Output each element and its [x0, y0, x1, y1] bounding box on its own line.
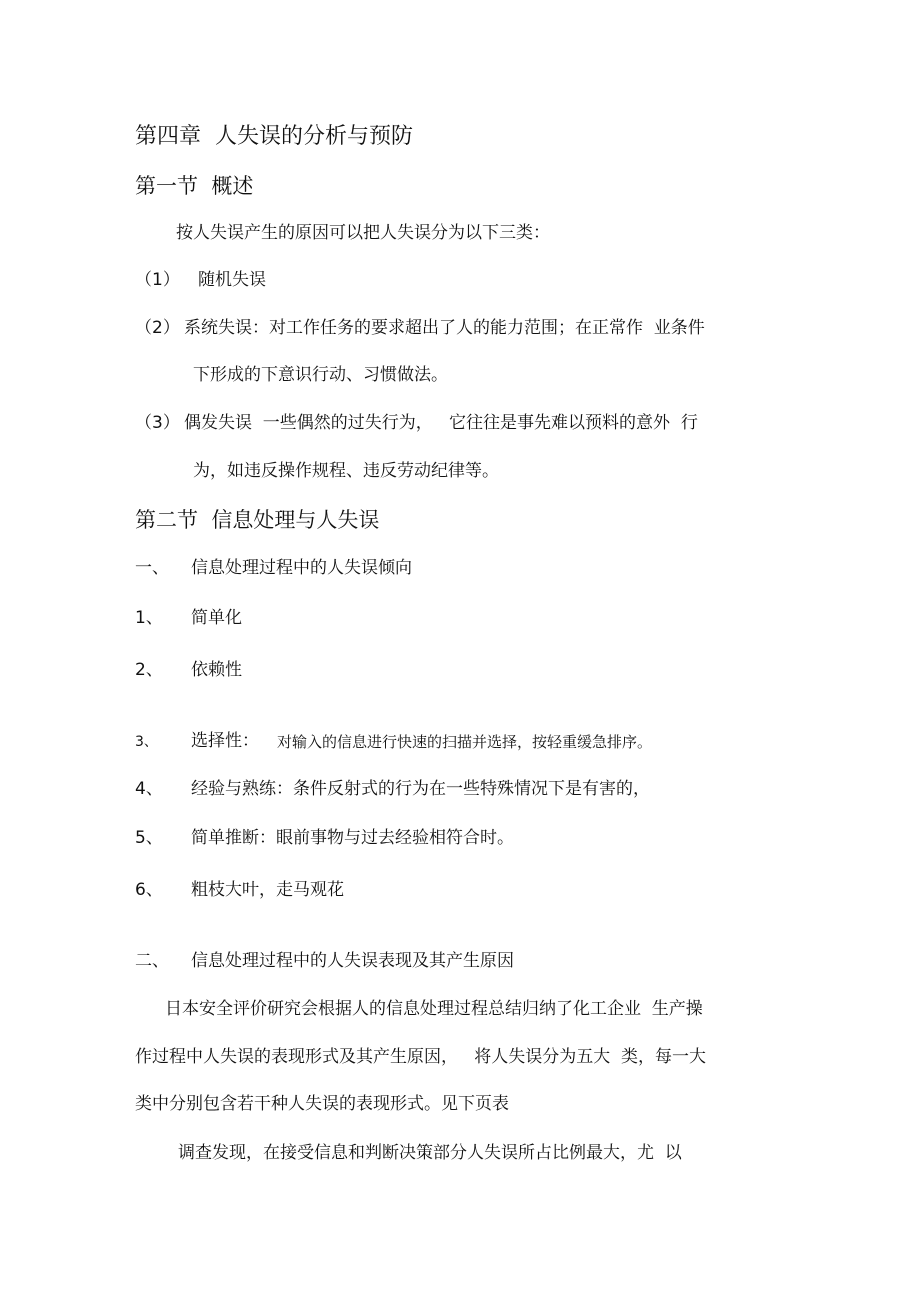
subsection-title: 信息处理过程中的人失误表现及其产生原因 [191, 951, 514, 971]
list-item-text: 粗枝大叶，走马观花 [191, 880, 344, 900]
list-item-continuation: 为，如违反操作规程、违反劳动纪律等。 [193, 461, 499, 481]
list-item-text: 依赖性 [191, 660, 242, 680]
section-1-title: 第一节 概述 [135, 174, 254, 198]
paragraph-line: 日本安全评价研究会根据人的信息处理过程总结归纳了化工企业 生产操 [165, 999, 703, 1019]
paragraph-line: 调查发现，在接受信息和判断决策部分人失误所占比例最大，尤 以 [178, 1143, 682, 1163]
subsection-number: 一、 [135, 558, 169, 578]
paragraph-line: 类中分别包含若干种人失误的表现形式。见下页表 [135, 1094, 509, 1114]
list-item-label: 选择性： [191, 731, 259, 751]
list-item-number: （3） [135, 413, 180, 433]
list-item-text: 系统失误：对工作任务的要求超出了人的能力范围；在正常作 业条件 [184, 318, 705, 338]
list-item-number: 3、 [135, 734, 158, 750]
list-item-number: 5、 [135, 828, 163, 848]
section-1-intro: 按人失误产生的原因可以把人失误分为以下三类： [176, 223, 550, 243]
list-item-text: 偶发失误 一些偶然的过失行为， 它往往是事先难以预料的意外 行 [184, 413, 698, 433]
section-2-title: 第二节 信息处理与人失误 [135, 508, 380, 532]
list-item-continuation: 下形成的下意识行动、习惯做法。 [193, 365, 448, 385]
list-item-number: 1、 [135, 608, 163, 628]
list-item-text: 经验与熟练：条件反射式的行为在一些特殊情况下是有害的， [191, 779, 650, 799]
paragraph-line: 作过程中人失误的表现形式及其产生原因， 将人失误分为五大 类，每一大 [135, 1047, 707, 1067]
list-item-number: （1） [135, 270, 180, 290]
subsection-number: 二、 [135, 951, 169, 971]
chapter-title: 第四章 人失误的分析与预防 [135, 124, 413, 149]
list-item-number: 6、 [135, 880, 163, 900]
list-item-number: 4、 [135, 779, 163, 799]
subsection-title: 信息处理过程中的人失误倾向 [191, 558, 412, 578]
list-item-number: （2） [135, 318, 180, 338]
list-item-text: 简单推断：眼前事物与过去经验相符合时。 [191, 828, 514, 848]
list-item-text: 对输入的信息进行快速的扫描并选择，按轻重缓急排序。 [277, 733, 653, 751]
list-item-text: 随机失误 [198, 270, 266, 290]
list-item-text: 简单化 [191, 608, 242, 628]
list-item-number: 2、 [135, 660, 163, 680]
